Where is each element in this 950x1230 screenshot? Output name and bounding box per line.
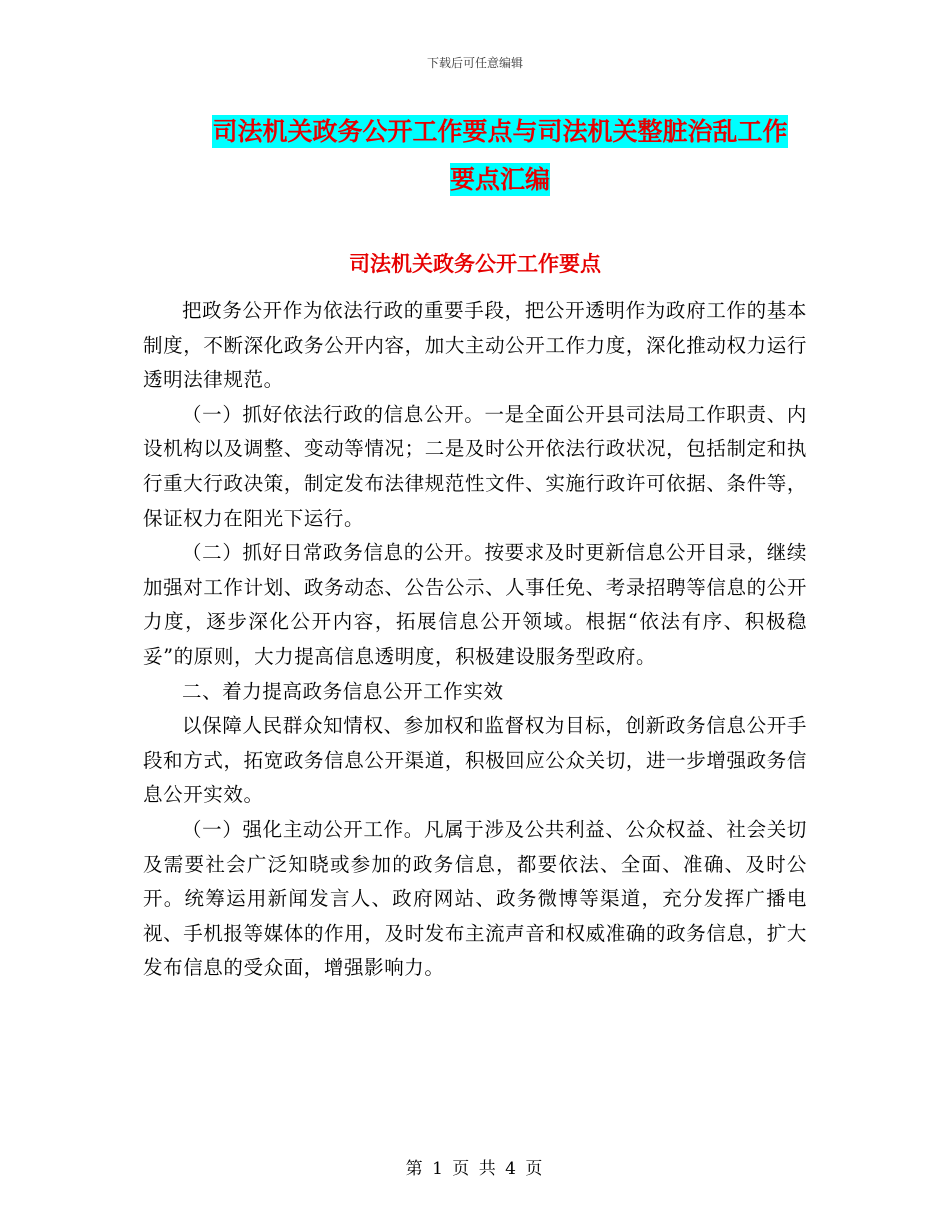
paragraph: （一）抓好依法行政的信息公开。一是全面公开县司法局工作职责、内设机构以及调整、变动等情况；二是及时公开依法行政状况，包括制定和执行重大行政决策，制定发布法律规范性文件、实施行政许可依据、条件等，保证权力在阳光下运行。 xyxy=(143,402,807,530)
document-title-line-2: 要点汇编 xyxy=(449,165,550,194)
document-title xyxy=(140,108,860,204)
document-title-line-1: 司法机关政务公开工作要点与司法机关整脏治乱工作 xyxy=(212,117,788,146)
subheading: 二、着力提高政务信息公开工作实效 xyxy=(182,679,504,703)
paragraph: （二）抓好日常政务信息的公开。按要求及时更新信息公开目录，继续加强对工作计划、政务动态、公告公示、人事任免、考录招聘等信息的公开力度，逐步深化公开内容，拓展信息公开领域。根据“依法有序、积极稳妥”的原则，大力提高信息透明度，积极建设服务型政府。 xyxy=(143,541,807,668)
document-body xyxy=(143,294,807,986)
section-title: 司法机关政务公开工作要点 xyxy=(349,252,601,276)
header-note: 下载后可任意编辑 xyxy=(426,56,523,70)
paragraph: 把政务公开作为依法行政的重要手段，把公开透明作为政府工作的基本制度，不断深化政务公开内容，加大主动公开工作力度，深化推动权力运行透明法律规范。 xyxy=(143,299,807,392)
paragraph: （一）强化主动公开工作。凡属于涉及公共利益、公众权益、社会关切及需要社会广泛知晓或参加的政务信息，都要依法、全面、准确、及时公开。统筹运用新闻发言人、政府网站、政务微博等渠道，充分发挥广播电视、手机报等媒体的作用，及时发布主流声音和权威准确的政务信息，扩大发布信息的受众面，增强影响力。 xyxy=(143,817,807,980)
paragraph: 以保障人民群众知情权、参加权和监督权为目标，创新政务信息公开手段和方式，拓宽政务信息公开渠道，积极回应公众关切，进一步增强政务信息公开实效。 xyxy=(143,714,807,807)
page-number: 第 1 页 共 4 页 xyxy=(405,1159,545,1179)
